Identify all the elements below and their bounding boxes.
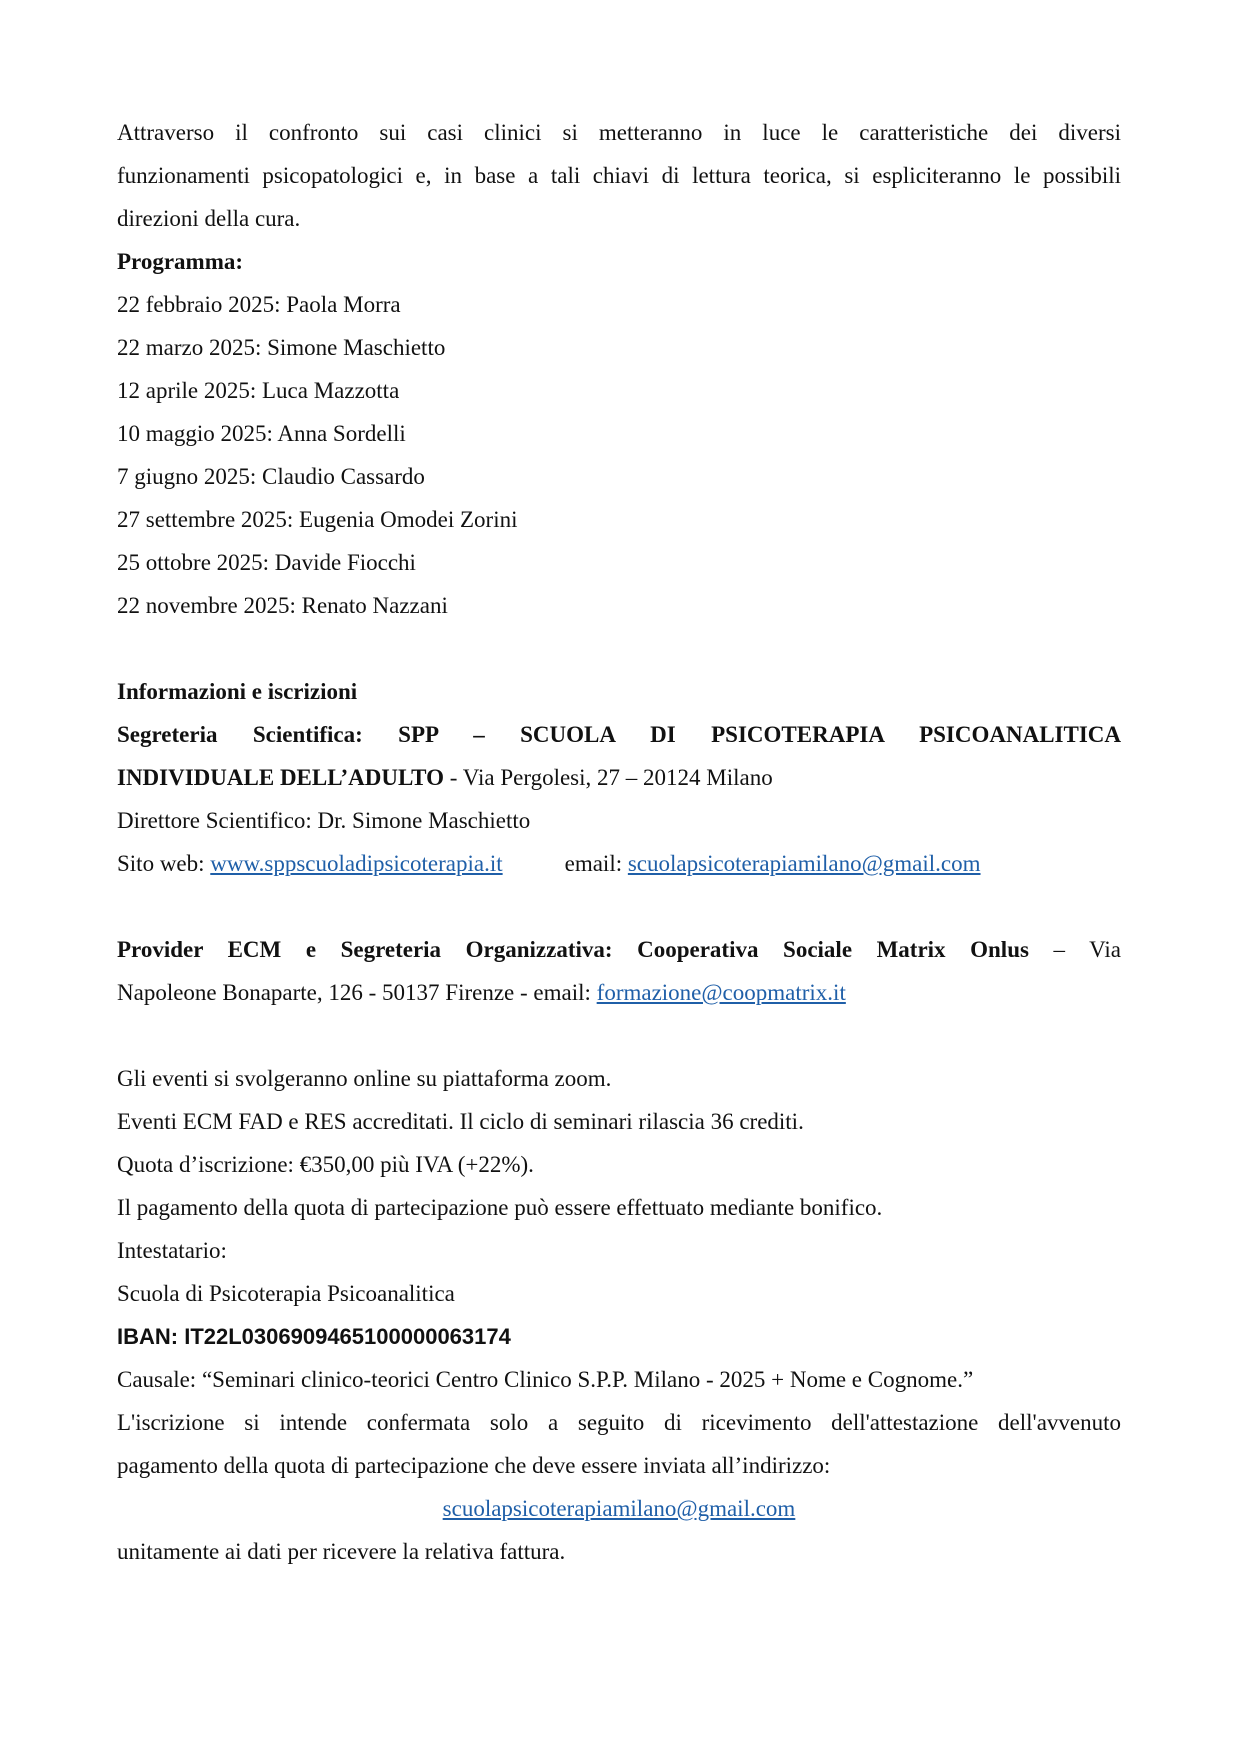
- iban: IBAN: IT22L0306909465100000063174: [117, 1324, 511, 1349]
- provider-name: Provider ECM e Segreteria Organizzativa: Cooperativa Sociale Matrix Onlus: [117, 937, 1029, 962]
- intro-line-2: funzionamenti psicopatologici e, in base a tali chiavi di lettura teorica, si espliciteranno le possibili: [117, 163, 1121, 188]
- confirmation-email-link[interactable]: scuolapsicoterapiamilano@gmail.com: [442, 1496, 796, 1521]
- conferma-line-1: L'iscrizione si intende confermata solo a seguito di ricevimento dell'attestazione dell'avvenuto: [117, 1410, 1121, 1435]
- programma-item: 10 maggio 2025: Anna Sordelli: [117, 421, 406, 446]
- provider-via: – Via: [1028, 937, 1121, 962]
- email-label: email:: [564, 851, 628, 876]
- contacts-line: [117, 842, 1121, 885]
- segreteria-address-line: [117, 756, 1121, 799]
- programma-heading: Programma:: [117, 249, 244, 274]
- programma-item: 27 settembre 2025: Eugenia Omodei Zorini: [117, 507, 518, 532]
- intro-paragraph: [117, 111, 1121, 240]
- segreteria-address: - Via Pergolesi, 27 – 20124 Milano: [444, 765, 773, 790]
- provider-line-1: [117, 928, 1121, 971]
- details-section: [117, 1057, 1121, 1573]
- provider-email-link[interactable]: formazione@coopmatrix.it: [596, 980, 846, 1005]
- website-link[interactable]: www.sppscuoladipsicoterapia.it: [210, 851, 503, 876]
- conferma-line-2: pagamento della quota di partecipazione che deve essere inviata all’indirizzo:: [117, 1453, 831, 1478]
- segreteria-name: INDIVIDUALE DELL’ADULTO: [117, 765, 444, 790]
- details-line: Intestatario:: [117, 1238, 227, 1263]
- programma-section: [117, 240, 1121, 627]
- info-heading: Informazioni e iscrizioni: [117, 679, 358, 704]
- programma-item: 22 febbraio 2025: Paola Morra: [117, 292, 401, 317]
- intro-line-3: direzioni della cura.: [117, 206, 301, 231]
- causale: Causale: “Seminari clinico-teorici Centro Clinico S.P.P. Milano - 2025 + Nome e Cognome.”: [117, 1367, 974, 1392]
- details-line: Quota d’iscrizione: €350,00 più IVA (+22%).: [117, 1152, 534, 1177]
- final-line: unitamente ai dati per ricevere la relativa fattura.: [117, 1539, 566, 1564]
- segreteria-scientifica-line: Segreteria Scientifica: SPP – SCUOLA DI PSICOTERAPIA PSICOANALITICA: [117, 722, 1121, 747]
- email-link[interactable]: scuolapsicoterapiamilano@gmail.com: [627, 851, 981, 876]
- programma-item: 12 aprile 2025: Luca Mazzotta: [117, 378, 400, 403]
- details-line: Eventi ECM FAD e RES accreditati. Il ciclo di seminari rilascia 36 crediti.: [117, 1109, 804, 1134]
- provider-section: [117, 928, 1121, 1014]
- direttore-scientifico: Direttore Scientifico: Dr. Simone Maschietto: [117, 808, 531, 833]
- programma-item: 22 marzo 2025: Simone Maschietto: [117, 335, 446, 360]
- intro-line-1: Attraverso il confronto sui casi clinici si metteranno in luce le caratteristiche dei diversi: [117, 120, 1121, 145]
- provider-address: Napoleone Bonaparte, 126 - 50137 Firenze - email:: [117, 980, 597, 1005]
- programma-item: 25 ottobre 2025: Davide Fiocchi: [117, 550, 416, 575]
- programma-item: 7 giugno 2025: Claudio Cassardo: [117, 464, 425, 489]
- details-line: Il pagamento della quota di partecipazione può essere effettuato mediante bonifico.: [117, 1195, 883, 1220]
- programma-item: 22 novembre 2025: Renato Nazzani: [117, 593, 448, 618]
- details-line: Scuola di Psicoterapia Psicoanalitica: [117, 1281, 455, 1306]
- details-line: Gli eventi si svolgeranno online su piattaforma zoom.: [117, 1066, 612, 1091]
- info-section: [117, 670, 1121, 885]
- provider-line-2: [117, 971, 1121, 1014]
- confirmation-email-line: [117, 1487, 1121, 1530]
- sito-label: Sito web:: [117, 851, 211, 876]
